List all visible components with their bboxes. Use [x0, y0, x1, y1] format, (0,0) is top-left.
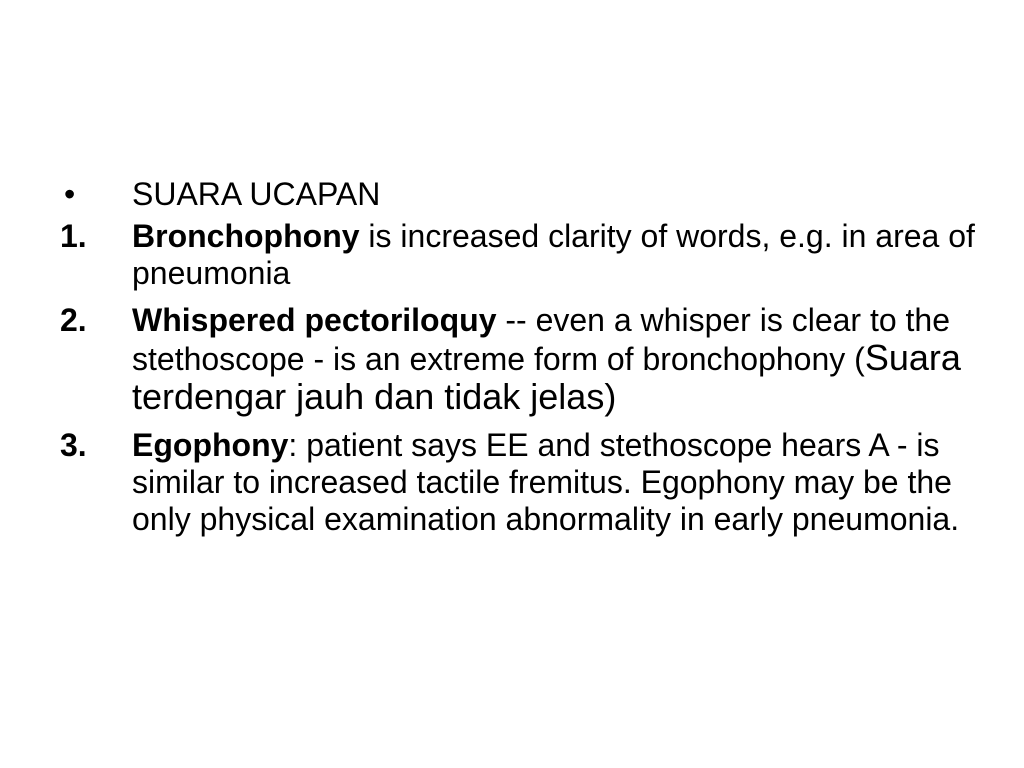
- item-text: is increased clarity of words, e.g. in area of pneumonia: [132, 218, 975, 291]
- item-text-large: Suara terdengar jauh dan tidak jelas: [132, 337, 961, 417]
- item-text-end: ): [604, 376, 617, 417]
- item-number: 3.: [60, 427, 87, 463]
- item-number: 2.: [60, 302, 87, 338]
- item-text: : patient says EE and stethoscope hears A - is similar to increased tactile fremitus. Egophony may be the only physical examination abnormality in early pneumonia.: [132, 427, 960, 537]
- item-term: Whispered pectoriloquy: [132, 302, 497, 338]
- heading-text: SUARA UCAPAN: [132, 176, 381, 212]
- item-term: Bronchophony: [132, 218, 360, 254]
- list-item-egophony: [60, 427, 980, 538]
- slide-content: [60, 176, 980, 538]
- bullet-marker: •: [64, 176, 76, 212]
- list-item-whispered-pectoriloquy: [60, 302, 980, 417]
- item-text: -- even a whisper is clear to the stethoscope - is an extreme form of bronchophony (: [132, 302, 951, 377]
- item-number: 1.: [60, 218, 87, 254]
- heading-item: [60, 176, 980, 213]
- item-term: Egophony: [132, 427, 289, 463]
- list-item-bronchophony: [60, 218, 980, 292]
